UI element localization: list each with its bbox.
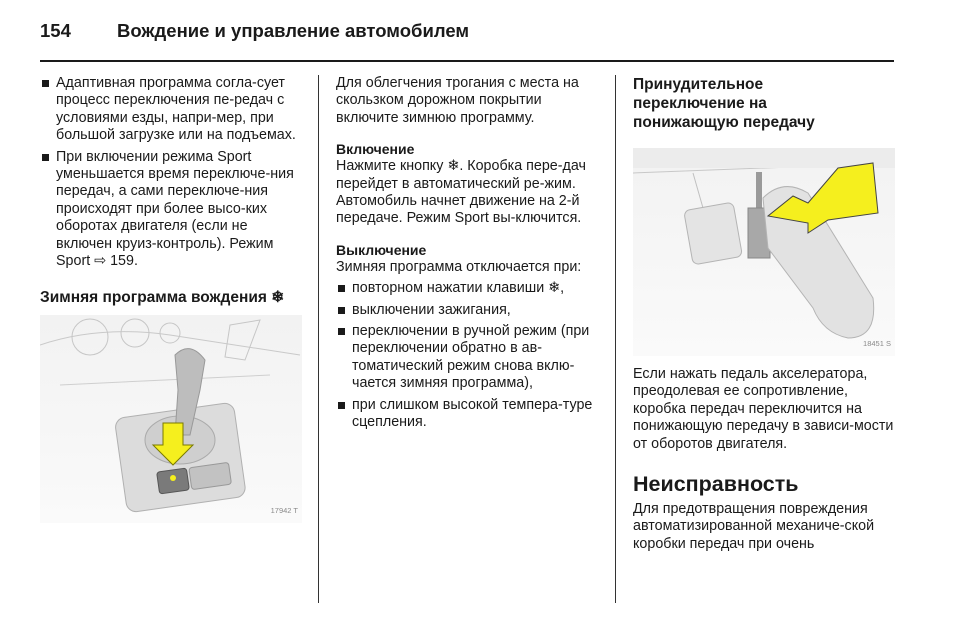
bullet-item: При включении режима Sport уменьшается время переключе-ния передач, а сами переключе-ния происходят при более высо-ких оборотах двигателя (если не включен круиз-контроль). Режим Sport ⇨ 159. — [40, 149, 305, 271]
figure-code: 17942 T — [270, 506, 298, 516]
figure-accelerator-pedal — [633, 148, 895, 356]
bullet-item: переключении в ручной режим (при переключении обратно в ав-томатический режим снова вклю-чается зимняя программа), — [336, 323, 606, 393]
column-1 — [40, 75, 305, 523]
figure-gear-selector — [40, 315, 302, 523]
bullet-item: при слишком высокой темпера-туре сцепления. — [336, 397, 606, 432]
figure-code: 18451 S — [863, 338, 891, 348]
chapter-title: Вождение и управление автомобилем — [117, 20, 470, 41]
header-divider — [40, 60, 894, 62]
kickdown-text: Если нажать педаль акселератора, преодолевая ее сопротивление, коробка передач переключится на понижающую передачу в зависи-мости от оборотов двигателя. — [633, 366, 894, 452]
fault-heading: Неисправность — [633, 472, 799, 497]
bullet-item: повторном нажатии клавиши ❄, — [336, 280, 606, 297]
page-number: 154 — [40, 20, 71, 41]
disable-heading: Выключение — [336, 241, 427, 258]
page-header — [40, 20, 894, 60]
section-title-kickdown: Принудительное переключение на понижающую передачу — [633, 76, 815, 131]
column-divider — [318, 75, 319, 603]
fault-text: Для предотвращения повреждения автоматизированной механиче-ской коробки передач при очень — [633, 501, 875, 552]
column-2 — [336, 75, 606, 436]
column-3 — [633, 75, 903, 553]
pedal-illustration — [633, 148, 895, 356]
disable-text: Зимняя программа отключается при: — [336, 258, 582, 275]
bullet-item: выключении зажигания, — [336, 302, 606, 319]
gear-selector-illustration — [40, 315, 302, 523]
enable-heading: Включение — [336, 141, 415, 158]
winter-intro-text: Для облегчения трогания с места на скользком дорожном покрытии включите зимнюю программу. — [336, 75, 579, 126]
section-title-winter-program: Зимняя программа вождения ❄ — [40, 289, 285, 307]
bullet-item: Адаптивная программа согла-сует процесс переключения пе-редач с условиями езды, напри-мер, при большой загрузке или на подъемах. — [40, 75, 305, 145]
column-divider — [615, 75, 616, 603]
enable-text: Нажмите кнопку ❄. Коробка пере-дач перейдет в автоматический ре-жим. Автомобиль начнет движение на 2-й передаче. Режим Sport вы-ключится. — [336, 158, 586, 227]
